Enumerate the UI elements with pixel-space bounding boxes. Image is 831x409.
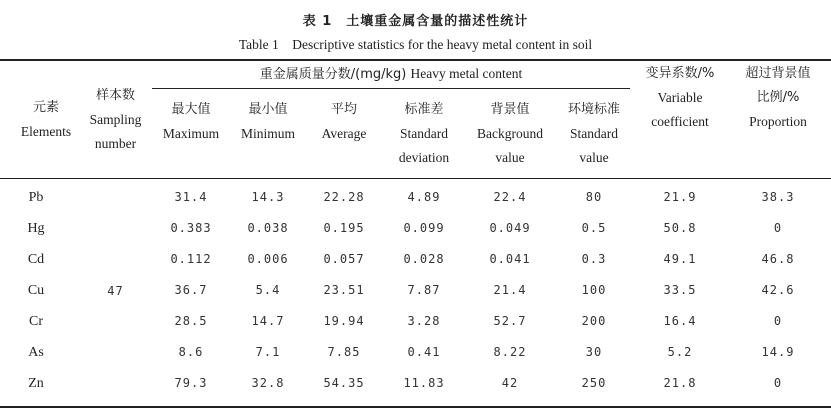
cell-min: 32.8 <box>251 376 285 390</box>
header-standard-deviation: 标准差 Standard deviation <box>398 102 450 165</box>
cell-prop: 14.9 <box>761 345 795 359</box>
cell-avg: 7.85 <box>327 345 361 359</box>
table-title-chinese: 表 1 土壤重金属含量的描述性统计 <box>302 14 529 29</box>
cell-min: 0.038 <box>247 221 289 235</box>
cell-std: 200 <box>581 314 607 328</box>
cell-cv: 5.2 <box>667 345 693 359</box>
sampling-number-value: 47 <box>107 284 124 298</box>
cell-cv: 50.8 <box>663 221 697 235</box>
cell-prop: 46.8 <box>761 252 795 266</box>
cell-sd: 11.83 <box>403 376 445 390</box>
cell-prop: 0 <box>773 314 783 328</box>
header-background-value: 背景值 Background value <box>477 102 543 165</box>
header-elements: 元素 Elements <box>20 100 72 139</box>
cell-min: 14.7 <box>251 314 285 328</box>
cell-prop: 42.6 <box>761 283 795 297</box>
table-title-english: Table 1 Descriptive statistics for the heavy metal content in soil <box>238 37 593 52</box>
cell-sd: 0.028 <box>403 252 445 266</box>
header-variable-coefficient: 变异系数/% Variable coefficient <box>645 66 715 129</box>
cell-el: Zn <box>28 376 44 391</box>
cell-max: 0.112 <box>170 252 212 266</box>
cell-cv: 21.8 <box>663 376 697 390</box>
header-environmental-standard: 环境标准 Standard value <box>567 102 620 165</box>
cell-avg: 22.28 <box>323 190 365 204</box>
cell-max: 79.3 <box>174 376 208 390</box>
cell-sd: 3.28 <box>407 314 441 328</box>
header-maximum: 最大值 Maximum <box>162 102 220 141</box>
cell-el: Hg <box>27 221 45 236</box>
header-minimum: 最小值 Minimum <box>240 102 295 141</box>
cell-max: 28.5 <box>174 314 208 328</box>
cell-avg: 23.51 <box>323 283 365 297</box>
cell-avg: 0.057 <box>323 252 365 266</box>
bottom-rule <box>0 406 831 408</box>
cell-bg: 0.041 <box>489 252 531 266</box>
header-sampling: 样本数 Sampling number <box>89 88 142 151</box>
top-rule <box>0 59 831 61</box>
cell-avg: 0.195 <box>323 221 365 235</box>
header-average: 平均 Average <box>321 102 367 141</box>
cell-max: 8.6 <box>178 345 204 359</box>
cell-bg: 52.7 <box>493 314 527 328</box>
cell-std: 0.5 <box>581 221 607 235</box>
header-heavy-metal-group: 重金属质量分数/(mg/kg) Heavy metal content <box>259 66 523 82</box>
cell-std: 100 <box>581 283 607 297</box>
cell-bg: 0.049 <box>489 221 531 235</box>
cell-cv: 21.9 <box>663 190 697 204</box>
cell-bg: 42 <box>501 376 519 390</box>
cell-prop: 0 <box>773 376 783 390</box>
cell-sd: 0.099 <box>403 221 445 235</box>
cell-sd: 7.87 <box>407 283 441 297</box>
cell-max: 31.4 <box>174 190 208 204</box>
cell-prop: 0 <box>773 221 783 235</box>
cell-max: 36.7 <box>174 283 208 297</box>
cell-avg: 54.35 <box>323 376 365 390</box>
cell-el: Cr <box>29 314 43 329</box>
cell-el: Cd <box>27 252 45 267</box>
cell-min: 7.1 <box>255 345 281 359</box>
cell-cv: 33.5 <box>663 283 697 297</box>
header-bottom-rule <box>0 178 831 179</box>
cell-sd: 4.89 <box>407 190 441 204</box>
cell-avg: 19.94 <box>323 314 365 328</box>
cell-bg: 8.22 <box>493 345 527 359</box>
cell-std: 0.3 <box>581 252 607 266</box>
cell-std: 80 <box>585 190 603 204</box>
cell-max: 0.383 <box>170 221 212 235</box>
cell-min: 0.006 <box>247 252 289 266</box>
cell-min: 14.3 <box>251 190 285 204</box>
cell-bg: 22.4 <box>493 190 527 204</box>
cell-cv: 49.1 <box>663 252 697 266</box>
cell-min: 5.4 <box>255 283 281 297</box>
cell-std: 30 <box>585 345 603 359</box>
header-proportion: 超过背景值 比例/% Proportion <box>745 66 811 129</box>
cell-el: As <box>28 345 44 360</box>
cell-sd: 0.41 <box>407 345 441 359</box>
cell-el: Cu <box>27 283 45 298</box>
cell-el: Pb <box>28 190 44 205</box>
cell-std: 250 <box>581 376 607 390</box>
cell-bg: 21.4 <box>493 283 527 297</box>
group-header-rule <box>152 88 630 89</box>
cell-cv: 16.4 <box>663 314 697 328</box>
cell-prop: 38.3 <box>761 190 795 204</box>
